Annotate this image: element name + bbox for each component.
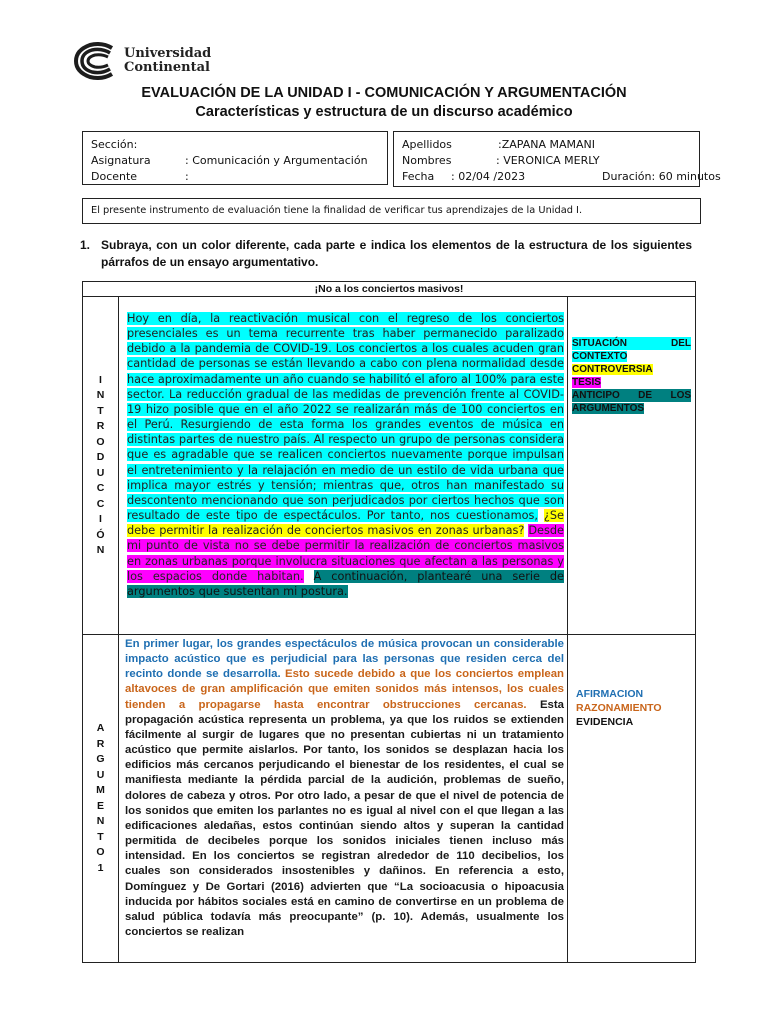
question-1 (80, 237, 692, 271)
page-title: EVALUACIÓN DE LA UNIDAD I - COMUNICACIÓN Y ARGUMENTACIÓN (141, 85, 627, 101)
argument-claim: En primer lugar, los grandes espectáculos de música provocan un considerable impacto acústico que es perjudicial para las personas que residen cerca del recinto donde se desarrolla. (125, 638, 564, 681)
intro-controversy: ¿Se debe permitir la realización de conciertos masivos en zonas urbanas? (127, 509, 564, 538)
legend-los-word: LOS (670, 390, 692, 401)
intro-letter: C (96, 497, 105, 510)
purpose-text: El presente instrumento de evaluación tiene la finalidad de verificar tus aprendizajes de la Unidad I. (91, 205, 583, 216)
course-info-box (82, 131, 388, 185)
question-number: 1. (80, 238, 91, 252)
intro-letter: T (97, 404, 104, 417)
arg-letter: E (96, 799, 104, 812)
intro-letter: N (96, 544, 105, 556)
intro-label (83, 297, 119, 635)
question-text: Subraya, con un color diferente, cada parte e indica los elementos de la estructura de los siguientes párrafos de un ensayo argumentativo. (101, 238, 692, 269)
argument-legend-cell (568, 635, 696, 963)
arg-letter: T (97, 830, 104, 843)
essay-table (82, 281, 696, 963)
page-subtitle: Características y estructura de un discurso académico (195, 104, 573, 120)
intro-letter: R (96, 420, 105, 432)
intro-letter: I (99, 513, 102, 525)
legend-razonamiento: RAZONAMIENTO (576, 702, 662, 714)
apellidos-label: Apellidos (402, 138, 452, 151)
university-logo (72, 41, 212, 81)
intro-cell (119, 297, 568, 635)
legend-de-word: DE (638, 390, 653, 401)
legend-tesis-line (572, 376, 691, 389)
asignatura-label: Asignatura (91, 154, 151, 167)
legend-argumentos-line (572, 402, 691, 415)
intro-letter: N (96, 389, 105, 401)
intro-legend (568, 297, 695, 415)
arg-letter: A (96, 722, 105, 734)
legend-situacion-word: SITUACIÓN (572, 338, 627, 349)
intro-letter: U (96, 466, 105, 479)
legend-afirmacion: AFIRMACION (576, 688, 644, 700)
legend-del-word: DEL (671, 338, 692, 349)
arg-letter: R (96, 737, 105, 750)
logo-line-1: Universidad (124, 46, 212, 61)
argument-label (83, 635, 119, 963)
nombres-label: Nombres (402, 154, 452, 167)
legend-controversia: CONTROVERSIA (572, 364, 653, 375)
arg-letter: 1 (97, 861, 104, 874)
essay-title: ¡No a los conciertos masivos! (83, 282, 696, 297)
legend-argumentos: ARGUMENTOS (572, 403, 645, 414)
argument-paragraph (119, 635, 567, 955)
argument-reasoning: Esto sucede debido a que los conciertos emplean altavoces de gran amplificación que emiten sonidos más intensos, los cuales tienden a propagarse hasta encontrar obstrucciones cercanas. (125, 668, 564, 711)
fecha-value: : 02/04 /2023 (451, 170, 526, 183)
purpose-box (82, 198, 701, 224)
intro-anticipation: A continuación, plantearé una serie de argumentos que sustentan mi postura. (127, 569, 564, 598)
arg-letter: G (96, 753, 105, 765)
arg-letter: M (96, 784, 105, 796)
nombres-value: : VERONICA MERLY (496, 154, 600, 167)
intro-legend-cell (568, 297, 696, 635)
logo-line-2: Continental (124, 60, 210, 75)
student-info-box (393, 131, 721, 187)
arg-letter: N (96, 815, 105, 827)
duracion-value: Duración: 60 minutos (602, 170, 721, 183)
intro-letter: C (96, 482, 105, 494)
legend-contexto: CONTEXTO (572, 351, 628, 362)
legend-controversia-line (572, 363, 691, 376)
argument-cell (119, 635, 568, 963)
intro-letter: O (96, 435, 105, 448)
intro-letter: D (96, 451, 105, 463)
intro-letter: I (99, 373, 102, 386)
legend-tesis: TESIS (572, 377, 601, 388)
docente-value: : (185, 170, 189, 183)
logo-mark-icon (72, 42, 116, 80)
apellidos-value: :ZAPANA MAMANI (498, 138, 595, 151)
legend-contexto-line (572, 350, 691, 363)
logo-text (124, 47, 211, 75)
intro-letter: Ó (96, 528, 105, 541)
seccion-label: Sección: (91, 138, 138, 151)
argument-evidence: Esta propagación acústica representa un problema, ya que los ruidos se extienden fácilmente al surgir de lugares que no presentan cubiertas ni un tratamiento acústico que permite aislarlos. Por tanto, los sonidos se desplazan hacia los edificios más cercanos perjudicando el bienestar de los residentes, el cual se manifiesta mediante la pérdida parcial de la audición, problemas de sueño, dolores de cabeza y otros. Por otro lado, a pesar de que el nivel de potencia de los sonidos que emiten los parlantes no es igual al nivel con el que llegan a las edificaciones aledañas, estos continúan siendo altos y superan la cantidad permitida de decibeles porque los sonidos iniciales tienen incluso más intensidad. En los conciertos se registran alrededor de 110 decibelios, los cuales son considerados insostenibles y dañinos. En referencia a esto, Domínguez y De Gortari (2016) advierten que “La socioacusia o hipoacusia inducida por hábitos sociales está en camino de convertirse en un problema de salud pública todavía más preocupante” (p. 10). Además, usualmente los conciertos se realizan (125, 698, 564, 938)
arg-letter: O (96, 846, 105, 858)
legend-anticipo (572, 389, 691, 402)
docente-label: Docente (91, 170, 138, 183)
legend-situacion (572, 337, 691, 350)
arg-letter: U (96, 768, 105, 781)
argument-legend (568, 635, 695, 729)
legend-anticipo-word: ANTICIPO (572, 390, 620, 401)
intro-paragraph (119, 297, 567, 601)
legend-evidencia: EVIDENCIA (576, 716, 634, 728)
asignatura-value: : Comunicación y Argumentación (185, 154, 368, 167)
intro-thesis: Desde mi punto de vista no se debe permitir la realización de conciertos masivos en zonas urbanas porque involucra situaciones que afectan a las personas y los espacios donde habitan. (127, 524, 564, 583)
intro-situation: Hoy en día, la reactivación musical con el regreso de los conciertos presenciales es un tema recurrente tras haber permanecido paralizado debido a la pandemia de COVID-19. Los conciertos a los cuales acuden gran cantidad de personas se están llevando a cabo con plena normalidad desde hace aproximadamente un año cuando se habilitó el aforo al 100% para este sector. La reducción gradual de las medidas de prevención frente al COVID-19 hizo posible que en el año 2022 se realizarán más de 100 conciertos en el Perú. Resurgiendo de esta forma los grandes eventos de música en distintas partes de nuestro país. Al respecto un grupo de personas considera que es agradable que se realicen conciertos nuevamente porque impulsan el entretenimiento y la relajación en medio de un estilo de vida urbana que implica mayor estrés y tensión; mientras que, otros han manifestado su descontento mencionando que son perjudicados por ciertos hechos que son resultado de este tipo de espectáculos. Por tanto, nos cuestionamos, (127, 312, 564, 523)
fecha-label: Fecha (402, 170, 435, 183)
